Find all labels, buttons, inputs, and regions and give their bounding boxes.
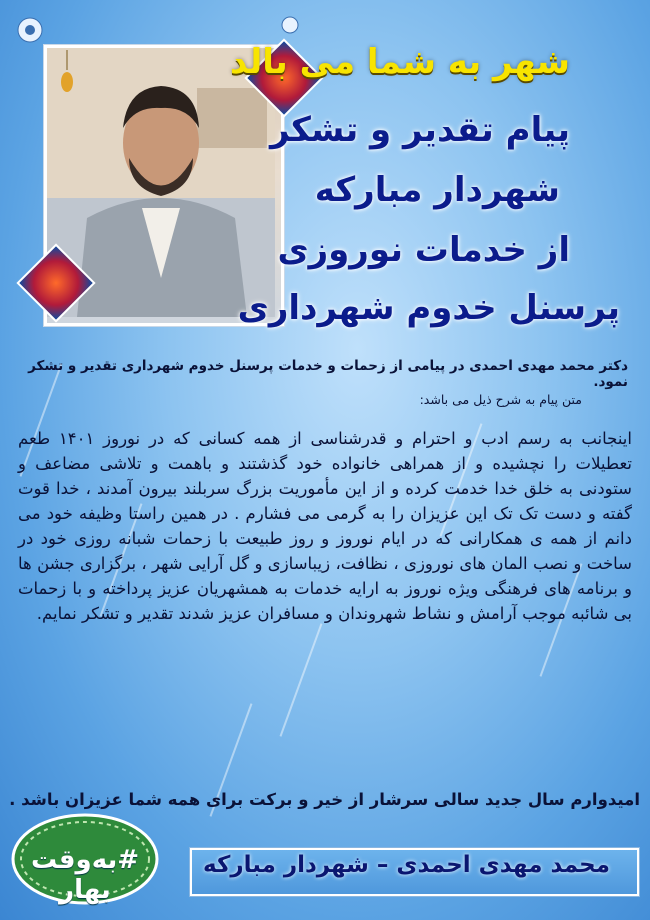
headline-line-4: پرسنل خدوم شهرداری (237, 288, 620, 328)
signature: محمد مهدی احمدی – شهردار مبارکه (203, 852, 610, 878)
slogan: شهر به شما می بالد (229, 42, 570, 82)
streak-decor (280, 623, 323, 736)
closing-wish: امیدوارم سال جدید سالی سرشار از خیر و برکت برای همه شما عزیزان باشد . (9, 790, 640, 809)
message-body: اینجانب به رسم ادب و احترام و قدرشناسی از همه کسانی که در نوروز ۱۴۰۱ طعم تعطیلات را نچشیده و از همراهی خانواده خود گذشتند و باهمت و تلاشی مضاعف و ستودنی به خلق خدا خدمت کرده و از این مأموریت بزرگ سربلند بیرون آمدند ، خدا قوت گفته و دست تک تک این عزیزان را به گرمی می فشارم . در همین راستا وظیفه خود می دانم از همه ی همکارانی که در ایام نوروز و روز طبیعت با زحمات شبانه روزی خود در ساخت و نصب المان های نوروزی ، نظافت، زیباسازی و گل آرایی شهر ، برگزاری جشن ها و برنامه های فرهنگی ویژه نوروز به ارایه خدمات به همشهریان عزیز پرداخته و با زحمات بی شائبه موجب آرامش و نشاط شهروندان و مسافران عزیز شدند تقدیر و تشکر نمایم. (18, 429, 632, 623)
intro-text: دکتر محمد مهدی احمدی در پیامی از زحمات و خدمات پرسنل خدوم شهرداری تقدیر و تشکر نمود. (28, 358, 628, 390)
headline-line-1: پیام تقدیر و تشکر (269, 110, 570, 150)
flower-icon (280, 15, 300, 35)
lantern-icon (60, 50, 74, 110)
logo-text: #به‌وقت بهار (30, 845, 140, 905)
flower-icon (15, 15, 45, 45)
headline-line-2: شهردار مبارکه (314, 170, 560, 210)
subintro-text: متن پیام به شرح ذیل می باشد: (419, 392, 582, 407)
headline-line-3: از خدمات نوروزی (277, 230, 570, 270)
